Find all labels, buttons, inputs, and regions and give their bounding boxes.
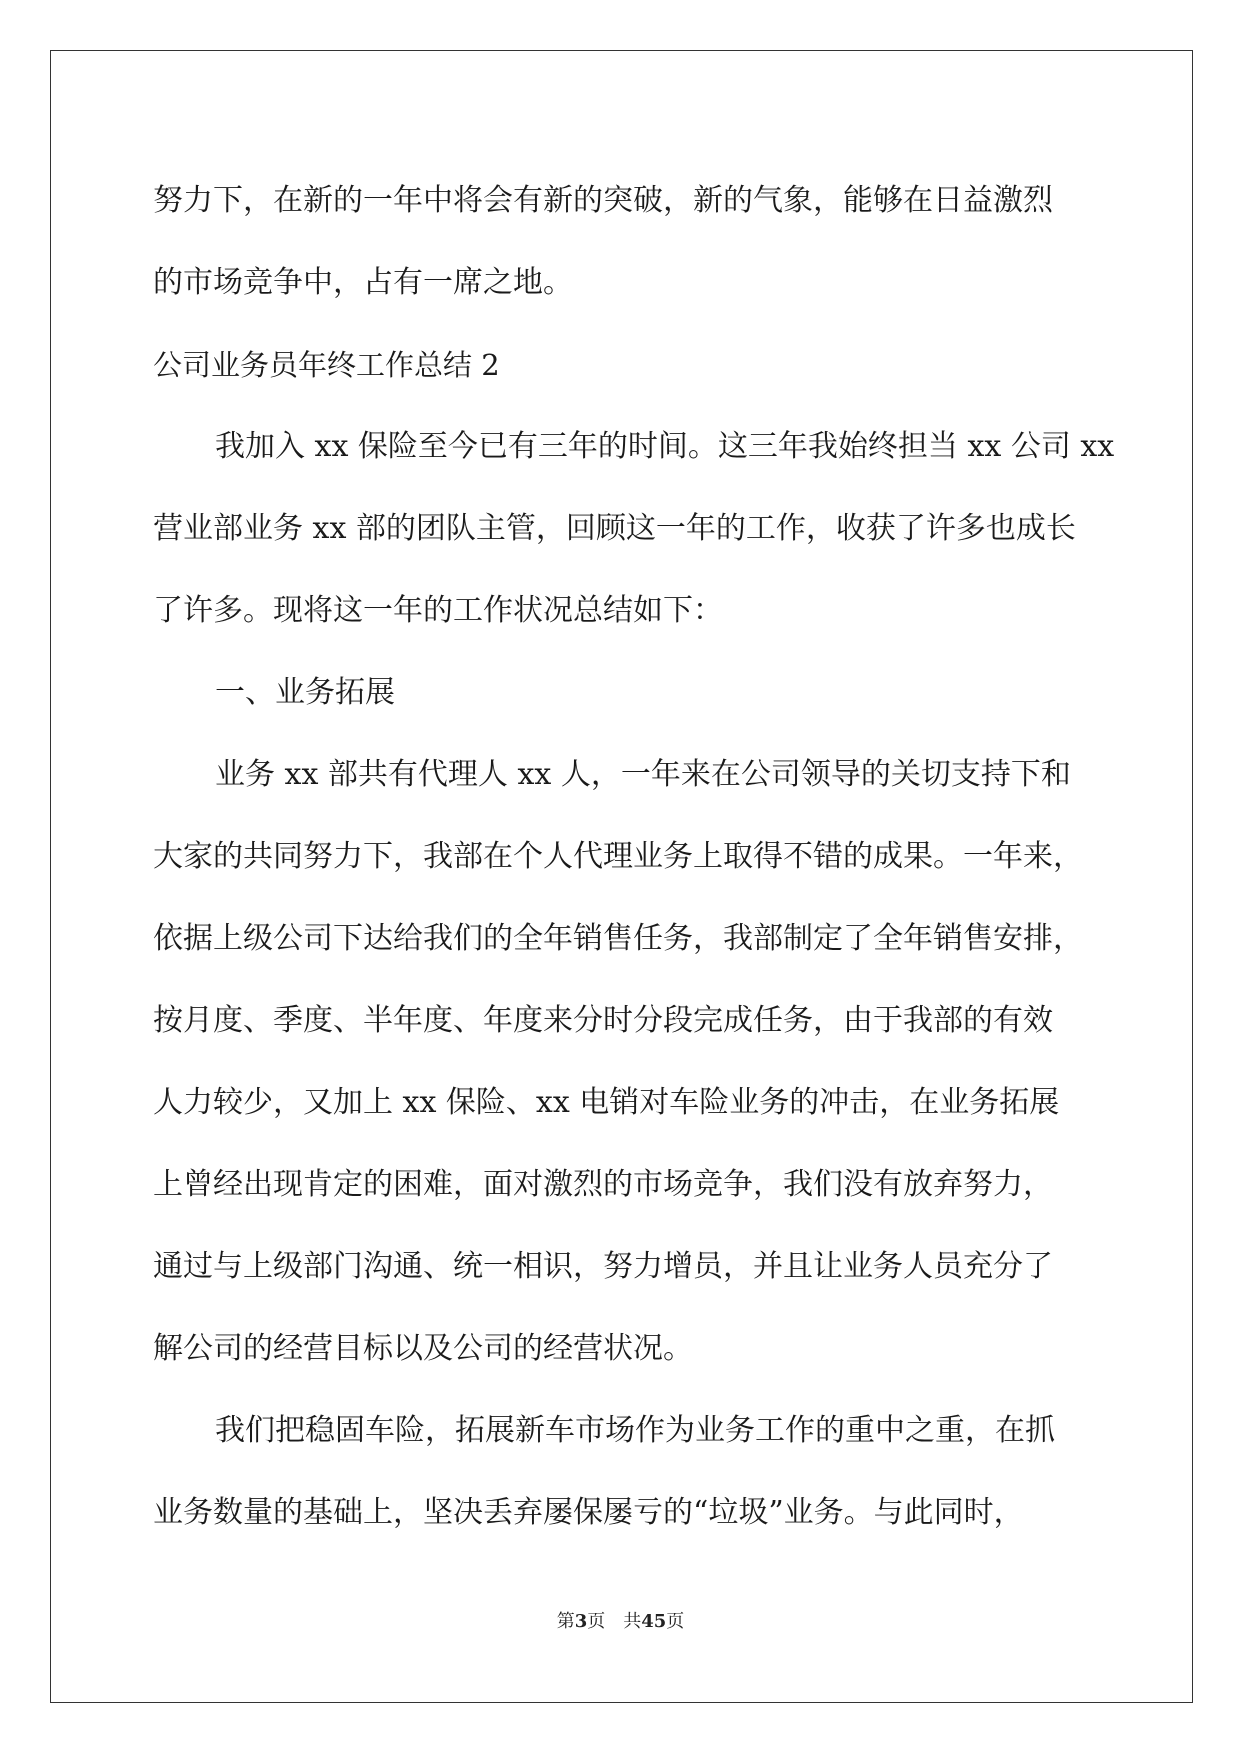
footer-total-prefix: 共 bbox=[623, 1611, 642, 1632]
paragraph-line: 了许多。现将这一年的工作状况总结如下： bbox=[153, 593, 723, 628]
paragraph-line: 努力下，在新的一年中将会有新的突破，新的气象，能够在日益激烈 bbox=[153, 183, 1053, 218]
paragraph-line: 我加入 xx 保险至今已有三年的时间。这三年我始终担当 xx 公司 xx bbox=[215, 429, 1115, 464]
footer-prefix: 第 bbox=[556, 1611, 575, 1632]
page-footer bbox=[0, 1607, 1241, 1633]
subsection-heading: 一、业务拓展 bbox=[215, 675, 395, 710]
paragraph-line: 通过与上级部门沟通、统一相识，努力增员，并且让业务人员充分了 bbox=[153, 1249, 1053, 1284]
current-page-number: 3 bbox=[574, 1611, 588, 1632]
paragraph-line: 按月度、季度、半年度、年度来分时分段完成任务，由于我部的有效 bbox=[153, 1003, 1053, 1038]
paragraph-line: 业务 xx 部共有代理人 xx 人，一年来在公司领导的关切支持下和 bbox=[215, 757, 1071, 792]
paragraph-line: 大家的共同努力下，我部在个人代理业务上取得不错的成果。一年来， bbox=[153, 839, 1083, 874]
paragraph-line: 营业部业务 xx 部的团队主管，回顾这一年的工作，收获了许多也成长 bbox=[153, 511, 1076, 546]
footer-page-suffix: 页 bbox=[587, 1611, 606, 1632]
total-page-count: 45 bbox=[641, 1611, 667, 1632]
document-body bbox=[153, 160, 1115, 1554]
paragraph-line: 依据上级公司下达给我们的全年销售任务，我部制定了全年销售安排， bbox=[153, 921, 1083, 956]
paragraph-line: 解公司的经营目标以及公司的经营状况。 bbox=[153, 1331, 693, 1366]
paragraph-line: 的市场竞争中，占有一席之地。 bbox=[153, 265, 573, 300]
footer-total-suffix: 页 bbox=[666, 1611, 685, 1632]
paragraph-line: 业务数量的基础上，坚决丢弃屡保屡亏的“垃圾”业务。与此同时， bbox=[153, 1495, 1024, 1530]
section-title: 公司业务员年终工作总结 2 bbox=[153, 348, 500, 382]
paragraph-line: 上曾经出现肯定的困难，面对激烈的市场竞争，我们没有放弃努力， bbox=[153, 1167, 1053, 1202]
paragraph-line: 我们把稳固车险，拓展新车市场作为业务工作的重中之重，在抓 bbox=[215, 1413, 1055, 1448]
paragraph-line: 人力较少，又加上 xx 保险、xx 电销对车险业务的冲击，在业务拓展 bbox=[153, 1085, 1060, 1120]
